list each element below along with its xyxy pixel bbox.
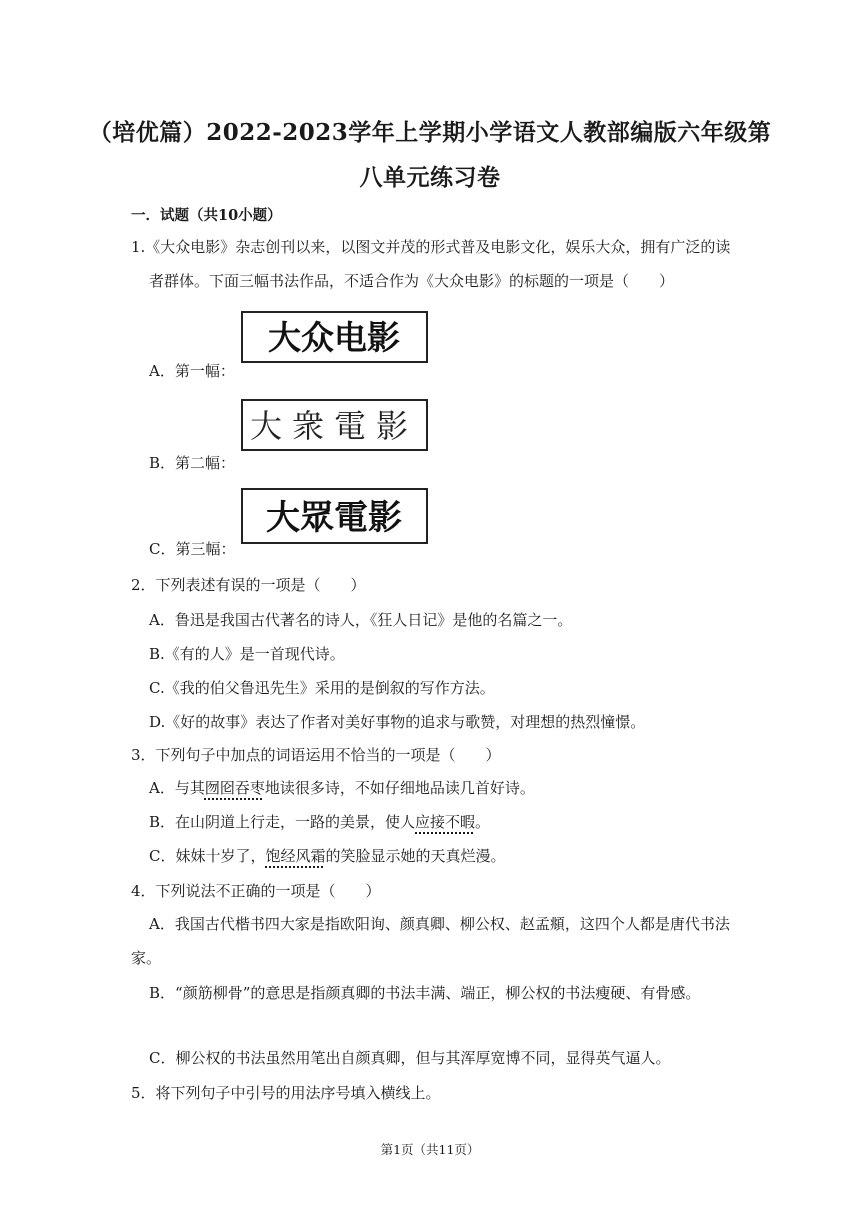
q1-stem-line2: 者群体。下面三幅书法作品，不适合作为《大众电影》的标题的一项是（ ） [149, 272, 675, 290]
q1-option-c: C．第三幅： [149, 540, 236, 558]
title-line-1: （培优篇）2022-2023学年上学期小学语文人教部编版六年级第 [88, 119, 772, 146]
q4-option-a-line1: A．我国古代楷书四大家是指欧阳询、颜真卿、柳公权、赵孟頫，这四个人都是唐代书法 [149, 915, 730, 933]
q3-b-prefix: B．在山阴道上行走，一路的美景，使人 [149, 813, 416, 831]
q2-option-d: D.《好的故事》表达了作者对美好事物的追求与歌赞，对理想的热烈憧憬。 [149, 713, 646, 731]
q1-option-b: B．第二幅： [149, 454, 236, 472]
calligraphy-image-1 [241, 311, 428, 363]
q3-option-b [149, 811, 490, 832]
q3-c-suffix: 的笑脸显示她的天真烂漫。 [325, 847, 506, 865]
q4-stem: 4．下列说法不正确的一项是（ ） [131, 882, 381, 900]
q3-b-suffix: 。 [475, 813, 491, 831]
q3-b-dotted-word: 应接不暇 [415, 813, 476, 831]
calligraphy-image-2 [241, 399, 428, 451]
section-heading: 一．试题（共10小题） [131, 207, 282, 224]
q4-option-b: B．“颜筋柳骨”的意思是指颜真卿的书法丰满、端正，柳公权的书法瘦硬、有骨感。 [149, 984, 701, 1002]
calligraphy-text-3: 大眾電影 [266, 498, 402, 538]
title-line-2: 八单元练习卷 [359, 164, 501, 191]
q2-option-c: C.《我的伯父鲁迅先生》采用的是倒叙的写作方法。 [149, 679, 495, 697]
q3-a-dotted-word: 囫囵吞枣 [204, 779, 265, 797]
page-footer: 第1页（共11页） [380, 1142, 480, 1157]
q3-stem: 3．下列句子中加点的词语运用不恰当的一项是（ ） [131, 746, 501, 764]
q5-stem: 5．将下列句子中引号的用法序号填入横线上。 [131, 1084, 441, 1102]
q1-stem-line1: 1.《大众电影》杂志创刊以来，以图文并茂的形式普及电影文化，娱乐大众，拥有广泛的读 [131, 238, 731, 256]
calligraphy-text-1: 大众电影 [268, 318, 400, 357]
q2-option-a: A．鲁迅是我国古代著名的诗人，《狂人日记》是他的名篇之一。 [149, 611, 573, 629]
q4-option-c: C．柳公权的书法虽然用笔出自颜真卿，但与其浑厚宽博不同，显得英气逼人。 [149, 1049, 671, 1067]
q2-option-b: B.《有的人》是一首现代诗。 [149, 645, 345, 663]
q3-a-suffix: 地读很多诗，不如仔细地品读几首好诗。 [264, 779, 535, 797]
q3-option-c [149, 845, 506, 866]
q1-option-a: A．第一幅： [149, 362, 235, 380]
calligraphy-text-2: 大衆電影 [249, 407, 419, 445]
q3-option-a [149, 777, 535, 798]
q3-c-prefix: C．妹妹十岁了， [149, 847, 266, 865]
q3-a-prefix: A．与其 [149, 779, 205, 797]
q2-stem: 2．下列表述有误的一项是（ ） [131, 576, 366, 594]
calligraphy-image-3 [241, 488, 428, 544]
q4-option-a-line2: 家。 [131, 949, 162, 967]
q3-c-dotted-word: 饱经风霜 [265, 847, 326, 865]
